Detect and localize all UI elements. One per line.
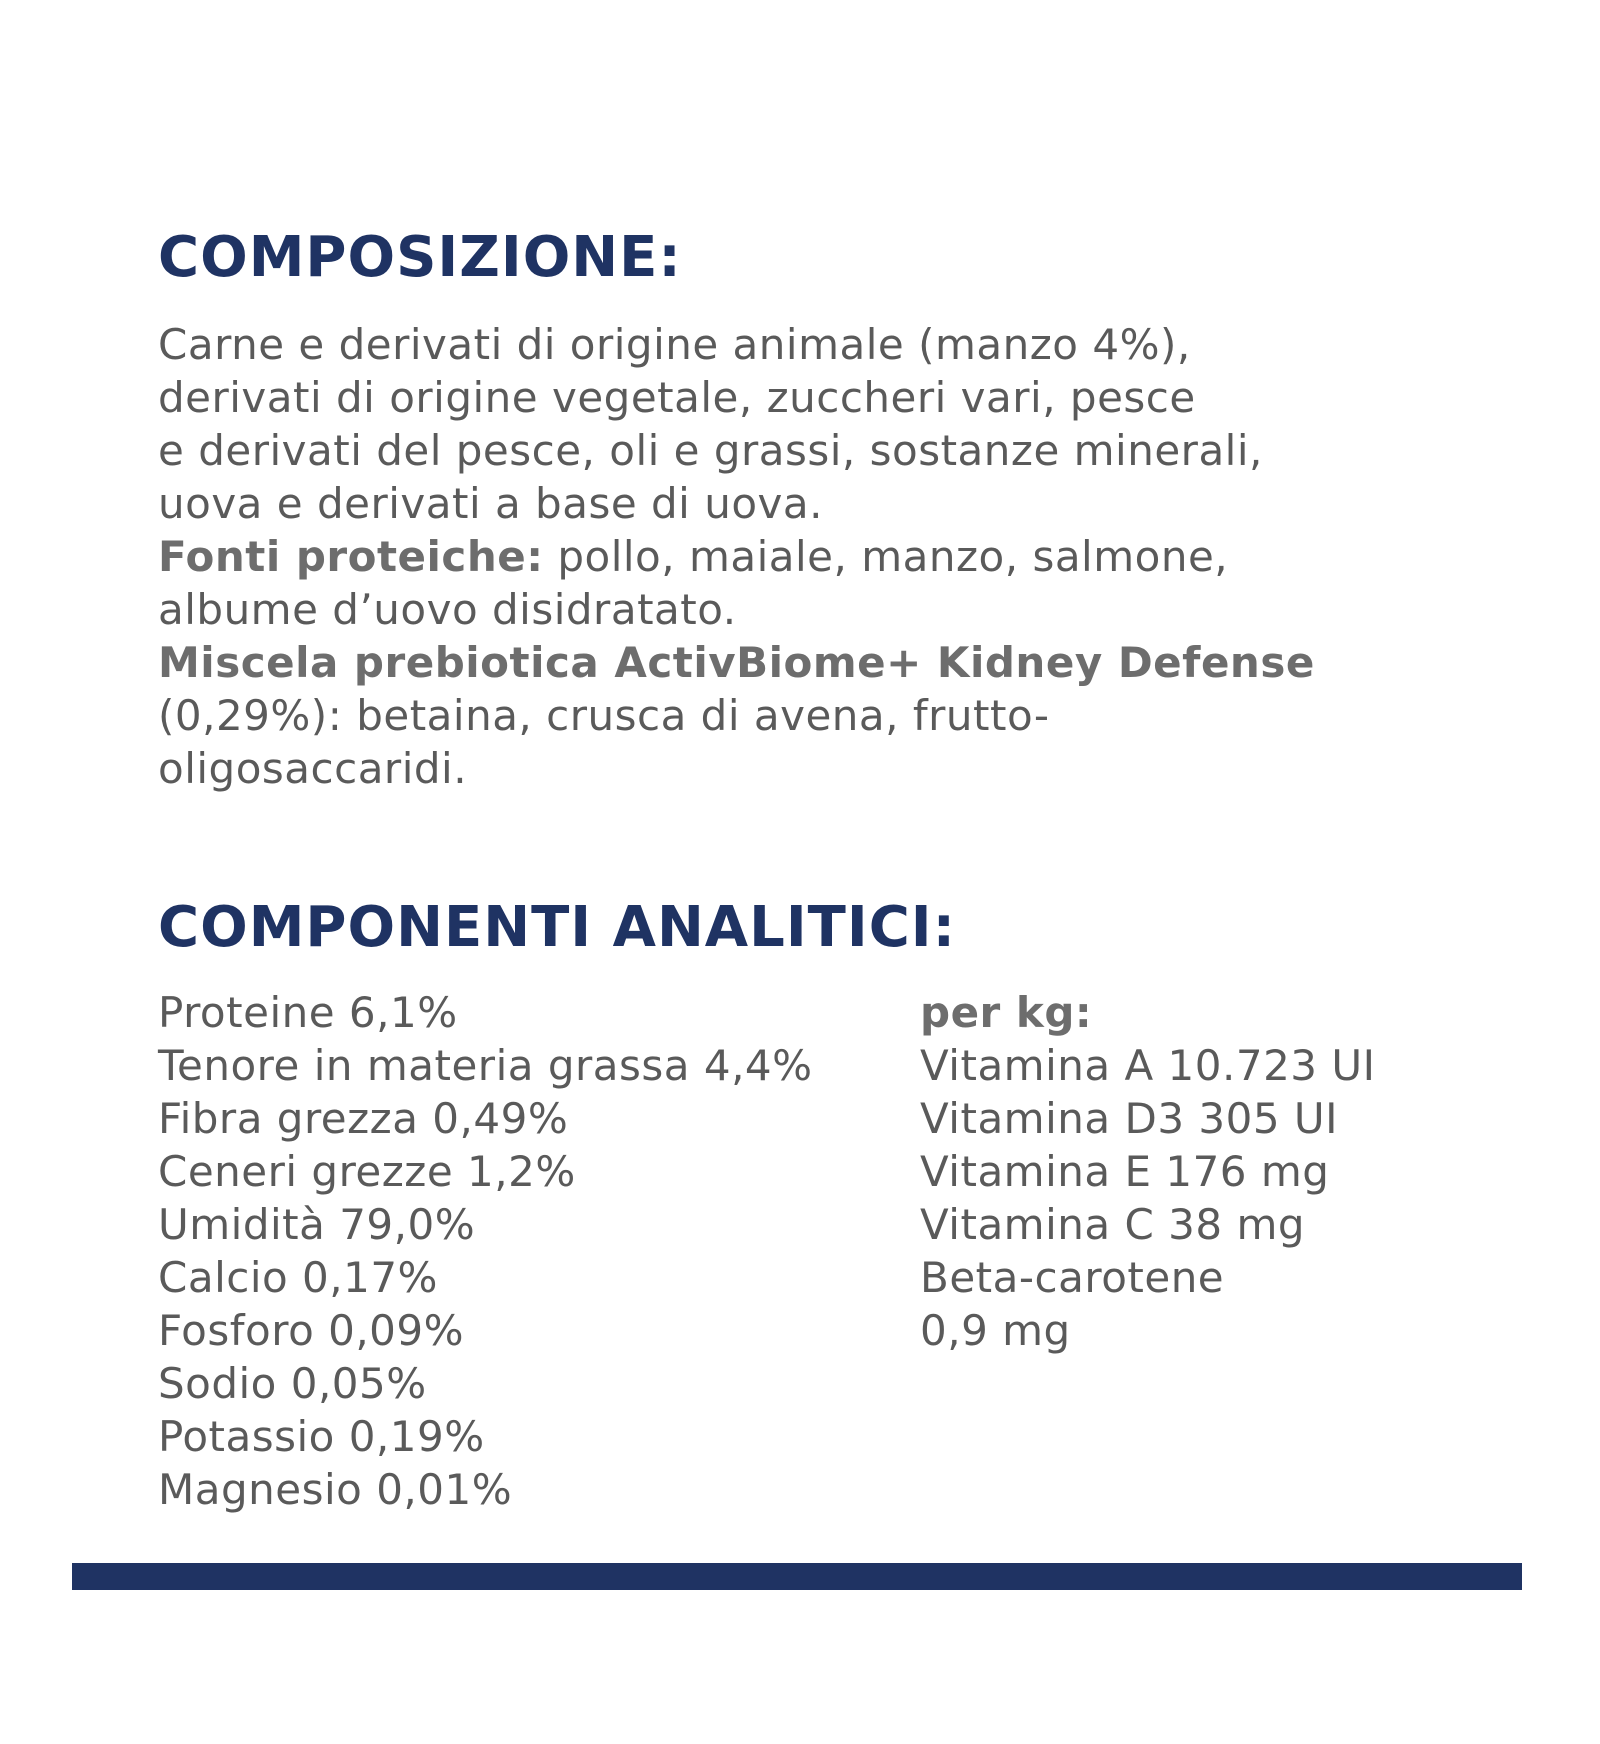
- composition-line: uova e derivati a base di uova.: [158, 479, 823, 528]
- analytics-right-column: [920, 986, 1480, 1357]
- analytic-item: Tenore in materia grassa 4,4%: [158, 1041, 813, 1090]
- analytic-item: Sodio 0,05%: [158, 1359, 427, 1408]
- vitamin-item: Vitamina E 176 mg: [920, 1147, 1330, 1196]
- composition-line: (0,29%): betaina, crusca di avena, frutto-: [158, 691, 1050, 740]
- analytic-item: Calcio 0,17%: [158, 1253, 438, 1302]
- protein-sources-text: pollo, maiale, manzo, salmone,: [543, 532, 1229, 581]
- analytics-heading: COMPONENTI ANALITICI:: [158, 895, 957, 960]
- analytic-item: Potassio 0,19%: [158, 1412, 485, 1461]
- composition-line: e derivati del pesce, oli e grassi, sostanze minerali,: [158, 426, 1263, 475]
- analytics-left-column: [158, 986, 898, 1516]
- analytic-item: Fibra grezza 0,49%: [158, 1094, 569, 1143]
- analytic-item: Fosforo 0,09%: [158, 1306, 465, 1355]
- analytic-item: Ceneri grezze 1,2%: [158, 1147, 576, 1196]
- protein-sources-label: Fonti proteiche:: [158, 532, 544, 581]
- composition-line: derivati di origine vegetale, zuccheri vari, pesce: [158, 373, 1196, 422]
- vitamin-item: Beta-carotene: [920, 1253, 1225, 1302]
- bottom-divider-bar: [72, 1563, 1522, 1590]
- vitamin-item: Vitamina D3 305 UI: [920, 1094, 1339, 1143]
- composition-heading: COMPOSIZIONE:: [158, 225, 682, 290]
- vitamin-item: 0,9 mg: [920, 1306, 1071, 1355]
- analytic-item: Proteine 6,1%: [158, 988, 458, 1037]
- vitamin-item: Vitamina C 38 mg: [920, 1200, 1306, 1249]
- per-kg-header: per kg:: [920, 988, 1093, 1037]
- composition-line: Carne e derivati di origine animale (manzo 4%),: [158, 320, 1191, 369]
- composition-line: albume d’uovo disidratato.: [158, 585, 737, 634]
- prebiotic-blend-label: Miscela prebiotica ActivBiome+ Kidney Defense: [158, 638, 1315, 687]
- vitamin-item: Vitamina A 10.723 UI: [920, 1041, 1376, 1090]
- analytic-item: Umidità 79,0%: [158, 1200, 476, 1249]
- composition-line: oligosaccaridi.: [158, 744, 468, 793]
- analytic-item: Magnesio 0,01%: [158, 1465, 513, 1514]
- protein-sources-line: [158, 530, 1458, 583]
- composition-text: [158, 318, 1458, 795]
